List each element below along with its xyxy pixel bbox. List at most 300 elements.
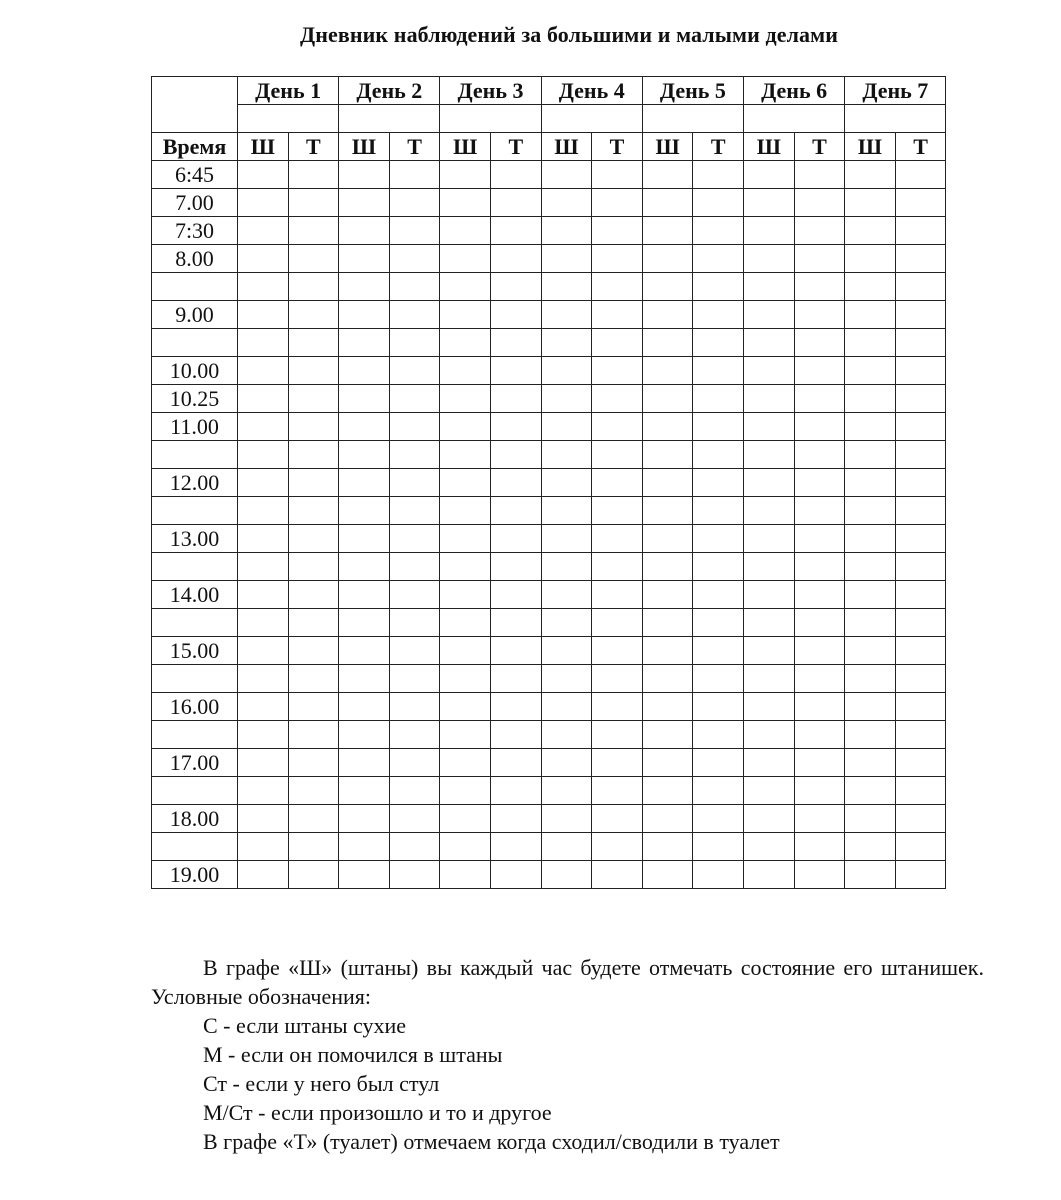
toilet-entry-cell[interactable]: [794, 245, 845, 273]
toilet-entry-cell[interactable]: [895, 581, 946, 609]
pants-entry-cell[interactable]: [845, 693, 896, 721]
pants-entry-cell[interactable]: [238, 161, 289, 189]
pants-entry-cell[interactable]: [339, 777, 390, 805]
toilet-entry-cell[interactable]: [693, 385, 744, 413]
toilet-entry-cell[interactable]: [693, 693, 744, 721]
pants-entry-cell[interactable]: [744, 665, 795, 693]
toilet-entry-cell[interactable]: [895, 469, 946, 497]
pants-entry-cell[interactable]: [238, 301, 289, 329]
toilet-entry-cell[interactable]: [491, 693, 542, 721]
toilet-entry-cell[interactable]: [389, 861, 440, 889]
toilet-entry-cell[interactable]: [592, 581, 643, 609]
toilet-entry-cell[interactable]: [693, 497, 744, 525]
toilet-entry-cell[interactable]: [389, 833, 440, 861]
toilet-entry-cell[interactable]: [693, 217, 744, 245]
pants-entry-cell[interactable]: [238, 357, 289, 385]
pants-entry-cell[interactable]: [845, 833, 896, 861]
toilet-entry-cell[interactable]: [592, 833, 643, 861]
toilet-entry-cell[interactable]: [895, 413, 946, 441]
pants-entry-cell[interactable]: [541, 721, 592, 749]
toilet-entry-cell[interactable]: [288, 721, 339, 749]
toilet-entry-cell[interactable]: [288, 385, 339, 413]
toilet-entry-cell[interactable]: [491, 441, 542, 469]
toilet-entry-cell[interactable]: [389, 525, 440, 553]
toilet-entry-cell[interactable]: [693, 721, 744, 749]
pants-entry-cell[interactable]: [238, 721, 289, 749]
pants-entry-cell[interactable]: [440, 665, 491, 693]
pants-entry-cell[interactable]: [845, 413, 896, 441]
pants-entry-cell[interactable]: [339, 861, 390, 889]
pants-entry-cell[interactable]: [744, 357, 795, 385]
toilet-entry-cell[interactable]: [895, 609, 946, 637]
pants-entry-cell[interactable]: [440, 273, 491, 301]
pants-entry-cell[interactable]: [440, 245, 491, 273]
toilet-entry-cell[interactable]: [389, 721, 440, 749]
toilet-entry-cell[interactable]: [895, 301, 946, 329]
pants-entry-cell[interactable]: [744, 273, 795, 301]
toilet-entry-cell[interactable]: [794, 273, 845, 301]
pants-entry-cell[interactable]: [642, 469, 693, 497]
pants-entry-cell[interactable]: [744, 441, 795, 469]
pants-entry-cell[interactable]: [339, 273, 390, 301]
pants-entry-cell[interactable]: [440, 525, 491, 553]
pants-entry-cell[interactable]: [541, 217, 592, 245]
pants-entry-cell[interactable]: [744, 833, 795, 861]
pants-entry-cell[interactable]: [440, 189, 491, 217]
toilet-entry-cell[interactable]: [389, 665, 440, 693]
pants-entry-cell[interactable]: [339, 161, 390, 189]
pants-entry-cell[interactable]: [440, 637, 491, 665]
pants-entry-cell[interactable]: [744, 805, 795, 833]
pants-entry-cell[interactable]: [339, 385, 390, 413]
pants-entry-cell[interactable]: [642, 609, 693, 637]
pants-entry-cell[interactable]: [642, 581, 693, 609]
pants-entry-cell[interactable]: [238, 413, 289, 441]
pants-entry-cell[interactable]: [339, 749, 390, 777]
toilet-entry-cell[interactable]: [288, 329, 339, 357]
pants-entry-cell[interactable]: [845, 637, 896, 665]
toilet-entry-cell[interactable]: [693, 833, 744, 861]
pants-entry-cell[interactable]: [541, 749, 592, 777]
pants-entry-cell[interactable]: [642, 749, 693, 777]
pants-entry-cell[interactable]: [845, 385, 896, 413]
pants-entry-cell[interactable]: [541, 441, 592, 469]
toilet-entry-cell[interactable]: [895, 553, 946, 581]
pants-entry-cell[interactable]: [541, 777, 592, 805]
pants-entry-cell[interactable]: [339, 693, 390, 721]
pants-entry-cell[interactable]: [541, 469, 592, 497]
toilet-entry-cell[interactable]: [288, 301, 339, 329]
pants-entry-cell[interactable]: [845, 189, 896, 217]
toilet-entry-cell[interactable]: [491, 805, 542, 833]
pants-entry-cell[interactable]: [541, 357, 592, 385]
toilet-entry-cell[interactable]: [794, 413, 845, 441]
day-date-cell[interactable]: [238, 105, 339, 133]
pants-entry-cell[interactable]: [845, 665, 896, 693]
toilet-entry-cell[interactable]: [693, 665, 744, 693]
toilet-entry-cell[interactable]: [794, 553, 845, 581]
pants-entry-cell[interactable]: [339, 721, 390, 749]
pants-entry-cell[interactable]: [339, 245, 390, 273]
day-date-cell[interactable]: [845, 105, 946, 133]
pants-entry-cell[interactable]: [339, 497, 390, 525]
toilet-entry-cell[interactable]: [693, 273, 744, 301]
toilet-entry-cell[interactable]: [895, 273, 946, 301]
pants-entry-cell[interactable]: [339, 833, 390, 861]
pants-entry-cell[interactable]: [541, 553, 592, 581]
toilet-entry-cell[interactable]: [794, 161, 845, 189]
pants-entry-cell[interactable]: [238, 861, 289, 889]
pants-entry-cell[interactable]: [642, 413, 693, 441]
toilet-entry-cell[interactable]: [389, 581, 440, 609]
toilet-entry-cell[interactable]: [389, 357, 440, 385]
toilet-entry-cell[interactable]: [592, 777, 643, 805]
toilet-entry-cell[interactable]: [389, 385, 440, 413]
pants-entry-cell[interactable]: [845, 525, 896, 553]
toilet-entry-cell[interactable]: [491, 581, 542, 609]
toilet-entry-cell[interactable]: [895, 189, 946, 217]
pants-entry-cell[interactable]: [642, 777, 693, 805]
toilet-entry-cell[interactable]: [895, 217, 946, 245]
toilet-entry-cell[interactable]: [389, 609, 440, 637]
pants-entry-cell[interactable]: [744, 217, 795, 245]
toilet-entry-cell[interactable]: [693, 749, 744, 777]
pants-entry-cell[interactable]: [238, 581, 289, 609]
toilet-entry-cell[interactable]: [491, 525, 542, 553]
pants-entry-cell[interactable]: [541, 805, 592, 833]
toilet-entry-cell[interactable]: [693, 805, 744, 833]
toilet-entry-cell[interactable]: [592, 413, 643, 441]
pants-entry-cell[interactable]: [642, 525, 693, 553]
pants-entry-cell[interactable]: [440, 861, 491, 889]
pants-entry-cell[interactable]: [238, 441, 289, 469]
pants-entry-cell[interactable]: [339, 189, 390, 217]
toilet-entry-cell[interactable]: [288, 553, 339, 581]
toilet-entry-cell[interactable]: [592, 357, 643, 385]
pants-entry-cell[interactable]: [238, 189, 289, 217]
toilet-entry-cell[interactable]: [693, 189, 744, 217]
pants-entry-cell[interactable]: [541, 273, 592, 301]
pants-entry-cell[interactable]: [642, 441, 693, 469]
toilet-entry-cell[interactable]: [693, 777, 744, 805]
pants-entry-cell[interactable]: [541, 385, 592, 413]
toilet-entry-cell[interactable]: [592, 385, 643, 413]
toilet-entry-cell[interactable]: [389, 693, 440, 721]
toilet-entry-cell[interactable]: [389, 749, 440, 777]
pants-entry-cell[interactable]: [238, 693, 289, 721]
toilet-entry-cell[interactable]: [491, 413, 542, 441]
toilet-entry-cell[interactable]: [389, 413, 440, 441]
toilet-entry-cell[interactable]: [288, 469, 339, 497]
toilet-entry-cell[interactable]: [288, 525, 339, 553]
toilet-entry-cell[interactable]: [491, 385, 542, 413]
pants-entry-cell[interactable]: [238, 469, 289, 497]
toilet-entry-cell[interactable]: [491, 777, 542, 805]
pants-entry-cell[interactable]: [845, 581, 896, 609]
toilet-entry-cell[interactable]: [491, 637, 542, 665]
toilet-entry-cell[interactable]: [693, 609, 744, 637]
pants-entry-cell[interactable]: [744, 861, 795, 889]
pants-entry-cell[interactable]: [845, 721, 896, 749]
pants-entry-cell[interactable]: [541, 413, 592, 441]
toilet-entry-cell[interactable]: [895, 329, 946, 357]
toilet-entry-cell[interactable]: [491, 301, 542, 329]
pants-entry-cell[interactable]: [238, 217, 289, 245]
toilet-entry-cell[interactable]: [895, 805, 946, 833]
toilet-entry-cell[interactable]: [895, 357, 946, 385]
toilet-entry-cell[interactable]: [794, 693, 845, 721]
pants-entry-cell[interactable]: [238, 833, 289, 861]
toilet-entry-cell[interactable]: [389, 189, 440, 217]
pants-entry-cell[interactable]: [339, 665, 390, 693]
toilet-entry-cell[interactable]: [895, 749, 946, 777]
toilet-entry-cell[interactable]: [288, 581, 339, 609]
pants-entry-cell[interactable]: [238, 553, 289, 581]
pants-entry-cell[interactable]: [238, 637, 289, 665]
pants-entry-cell[interactable]: [541, 581, 592, 609]
toilet-entry-cell[interactable]: [592, 217, 643, 245]
pants-entry-cell[interactable]: [845, 469, 896, 497]
toilet-entry-cell[interactable]: [491, 749, 542, 777]
toilet-entry-cell[interactable]: [592, 693, 643, 721]
day-date-cell[interactable]: [440, 105, 541, 133]
pants-entry-cell[interactable]: [744, 749, 795, 777]
toilet-entry-cell[interactable]: [592, 749, 643, 777]
pants-entry-cell[interactable]: [339, 329, 390, 357]
day-date-cell[interactable]: [339, 105, 440, 133]
pants-entry-cell[interactable]: [339, 217, 390, 245]
pants-entry-cell[interactable]: [541, 609, 592, 637]
toilet-entry-cell[interactable]: [288, 497, 339, 525]
toilet-entry-cell[interactable]: [389, 301, 440, 329]
toilet-entry-cell[interactable]: [389, 553, 440, 581]
toilet-entry-cell[interactable]: [794, 301, 845, 329]
toilet-entry-cell[interactable]: [895, 385, 946, 413]
toilet-entry-cell[interactable]: [794, 581, 845, 609]
pants-entry-cell[interactable]: [642, 497, 693, 525]
pants-entry-cell[interactable]: [744, 329, 795, 357]
day-date-cell[interactable]: [642, 105, 743, 133]
toilet-entry-cell[interactable]: [895, 497, 946, 525]
toilet-entry-cell[interactable]: [693, 161, 744, 189]
pants-entry-cell[interactable]: [339, 805, 390, 833]
pants-entry-cell[interactable]: [440, 413, 491, 441]
pants-entry-cell[interactable]: [339, 357, 390, 385]
toilet-entry-cell[interactable]: [389, 497, 440, 525]
pants-entry-cell[interactable]: [845, 329, 896, 357]
toilet-entry-cell[interactable]: [693, 245, 744, 273]
pants-entry-cell[interactable]: [440, 329, 491, 357]
pants-entry-cell[interactable]: [744, 301, 795, 329]
pants-entry-cell[interactable]: [339, 637, 390, 665]
pants-entry-cell[interactable]: [541, 525, 592, 553]
toilet-entry-cell[interactable]: [592, 665, 643, 693]
pants-entry-cell[interactable]: [440, 777, 491, 805]
toilet-entry-cell[interactable]: [895, 777, 946, 805]
toilet-entry-cell[interactable]: [794, 525, 845, 553]
toilet-entry-cell[interactable]: [288, 161, 339, 189]
pants-entry-cell[interactable]: [238, 329, 289, 357]
pants-entry-cell[interactable]: [744, 609, 795, 637]
pants-entry-cell[interactable]: [642, 833, 693, 861]
pants-entry-cell[interactable]: [642, 637, 693, 665]
pants-entry-cell[interactable]: [845, 861, 896, 889]
toilet-entry-cell[interactable]: [592, 469, 643, 497]
pants-entry-cell[interactable]: [744, 693, 795, 721]
toilet-entry-cell[interactable]: [389, 161, 440, 189]
pants-entry-cell[interactable]: [845, 777, 896, 805]
toilet-entry-cell[interactable]: [389, 637, 440, 665]
pants-entry-cell[interactable]: [744, 525, 795, 553]
pants-entry-cell[interactable]: [440, 301, 491, 329]
toilet-entry-cell[interactable]: [693, 581, 744, 609]
pants-entry-cell[interactable]: [238, 609, 289, 637]
pants-entry-cell[interactable]: [541, 665, 592, 693]
toilet-entry-cell[interactable]: [592, 497, 643, 525]
pants-entry-cell[interactable]: [440, 385, 491, 413]
toilet-entry-cell[interactable]: [389, 273, 440, 301]
toilet-entry-cell[interactable]: [895, 637, 946, 665]
pants-entry-cell[interactable]: [541, 637, 592, 665]
pants-entry-cell[interactable]: [845, 749, 896, 777]
toilet-entry-cell[interactable]: [491, 833, 542, 861]
pants-entry-cell[interactable]: [642, 385, 693, 413]
toilet-entry-cell[interactable]: [794, 385, 845, 413]
pants-entry-cell[interactable]: [440, 581, 491, 609]
toilet-entry-cell[interactable]: [693, 413, 744, 441]
toilet-entry-cell[interactable]: [693, 301, 744, 329]
toilet-entry-cell[interactable]: [491, 609, 542, 637]
pants-entry-cell[interactable]: [642, 665, 693, 693]
toilet-entry-cell[interactable]: [895, 833, 946, 861]
pants-entry-cell[interactable]: [642, 805, 693, 833]
pants-entry-cell[interactable]: [238, 805, 289, 833]
toilet-entry-cell[interactable]: [794, 749, 845, 777]
toilet-entry-cell[interactable]: [693, 441, 744, 469]
toilet-entry-cell[interactable]: [794, 777, 845, 805]
toilet-entry-cell[interactable]: [288, 413, 339, 441]
pants-entry-cell[interactable]: [845, 301, 896, 329]
pants-entry-cell[interactable]: [440, 217, 491, 245]
pants-entry-cell[interactable]: [744, 189, 795, 217]
pants-entry-cell[interactable]: [339, 413, 390, 441]
toilet-entry-cell[interactable]: [794, 329, 845, 357]
toilet-entry-cell[interactable]: [794, 721, 845, 749]
pants-entry-cell[interactable]: [845, 441, 896, 469]
toilet-entry-cell[interactable]: [592, 637, 643, 665]
pants-entry-cell[interactable]: [238, 497, 289, 525]
toilet-entry-cell[interactable]: [288, 189, 339, 217]
pants-entry-cell[interactable]: [238, 385, 289, 413]
toilet-entry-cell[interactable]: [491, 469, 542, 497]
pants-entry-cell[interactable]: [744, 637, 795, 665]
pants-entry-cell[interactable]: [642, 189, 693, 217]
toilet-entry-cell[interactable]: [288, 637, 339, 665]
pants-entry-cell[interactable]: [744, 245, 795, 273]
toilet-entry-cell[interactable]: [491, 721, 542, 749]
toilet-entry-cell[interactable]: [288, 357, 339, 385]
toilet-entry-cell[interactable]: [389, 469, 440, 497]
toilet-entry-cell[interactable]: [288, 805, 339, 833]
pants-entry-cell[interactable]: [238, 273, 289, 301]
toilet-entry-cell[interactable]: [895, 525, 946, 553]
pants-entry-cell[interactable]: [845, 805, 896, 833]
pants-entry-cell[interactable]: [744, 413, 795, 441]
toilet-entry-cell[interactable]: [491, 497, 542, 525]
pants-entry-cell[interactable]: [541, 245, 592, 273]
toilet-entry-cell[interactable]: [592, 553, 643, 581]
toilet-entry-cell[interactable]: [491, 861, 542, 889]
pants-entry-cell[interactable]: [744, 581, 795, 609]
toilet-entry-cell[interactable]: [288, 609, 339, 637]
pants-entry-cell[interactable]: [440, 693, 491, 721]
toilet-entry-cell[interactable]: [794, 497, 845, 525]
pants-entry-cell[interactable]: [845, 497, 896, 525]
toilet-entry-cell[interactable]: [693, 357, 744, 385]
pants-entry-cell[interactable]: [440, 749, 491, 777]
pants-entry-cell[interactable]: [744, 385, 795, 413]
pants-entry-cell[interactable]: [541, 693, 592, 721]
toilet-entry-cell[interactable]: [693, 637, 744, 665]
pants-entry-cell[interactable]: [440, 441, 491, 469]
toilet-entry-cell[interactable]: [491, 665, 542, 693]
toilet-entry-cell[interactable]: [491, 553, 542, 581]
pants-entry-cell[interactable]: [845, 357, 896, 385]
day-date-cell[interactable]: [541, 105, 642, 133]
pants-entry-cell[interactable]: [440, 357, 491, 385]
pants-entry-cell[interactable]: [440, 553, 491, 581]
pants-entry-cell[interactable]: [845, 273, 896, 301]
toilet-entry-cell[interactable]: [288, 861, 339, 889]
pants-entry-cell[interactable]: [642, 553, 693, 581]
toilet-entry-cell[interactable]: [895, 861, 946, 889]
pants-entry-cell[interactable]: [642, 301, 693, 329]
pants-entry-cell[interactable]: [744, 777, 795, 805]
toilet-entry-cell[interactable]: [895, 245, 946, 273]
toilet-entry-cell[interactable]: [288, 777, 339, 805]
pants-entry-cell[interactable]: [744, 497, 795, 525]
toilet-entry-cell[interactable]: [389, 217, 440, 245]
toilet-entry-cell[interactable]: [592, 161, 643, 189]
pants-entry-cell[interactable]: [440, 497, 491, 525]
toilet-entry-cell[interactable]: [491, 217, 542, 245]
pants-entry-cell[interactable]: [541, 161, 592, 189]
day-date-cell[interactable]: [744, 105, 845, 133]
toilet-entry-cell[interactable]: [592, 609, 643, 637]
toilet-entry-cell[interactable]: [693, 525, 744, 553]
pants-entry-cell[interactable]: [238, 777, 289, 805]
toilet-entry-cell[interactable]: [592, 861, 643, 889]
toilet-entry-cell[interactable]: [895, 693, 946, 721]
pants-entry-cell[interactable]: [541, 861, 592, 889]
pants-entry-cell[interactable]: [440, 721, 491, 749]
toilet-entry-cell[interactable]: [895, 721, 946, 749]
toilet-entry-cell[interactable]: [288, 245, 339, 273]
pants-entry-cell[interactable]: [642, 693, 693, 721]
pants-entry-cell[interactable]: [440, 805, 491, 833]
toilet-entry-cell[interactable]: [491, 245, 542, 273]
toilet-entry-cell[interactable]: [288, 217, 339, 245]
pants-entry-cell[interactable]: [238, 245, 289, 273]
pants-entry-cell[interactable]: [541, 329, 592, 357]
pants-entry-cell[interactable]: [440, 833, 491, 861]
toilet-entry-cell[interactable]: [592, 189, 643, 217]
toilet-entry-cell[interactable]: [592, 273, 643, 301]
toilet-entry-cell[interactable]: [288, 441, 339, 469]
toilet-entry-cell[interactable]: [794, 469, 845, 497]
pants-entry-cell[interactable]: [744, 161, 795, 189]
toilet-entry-cell[interactable]: [491, 189, 542, 217]
